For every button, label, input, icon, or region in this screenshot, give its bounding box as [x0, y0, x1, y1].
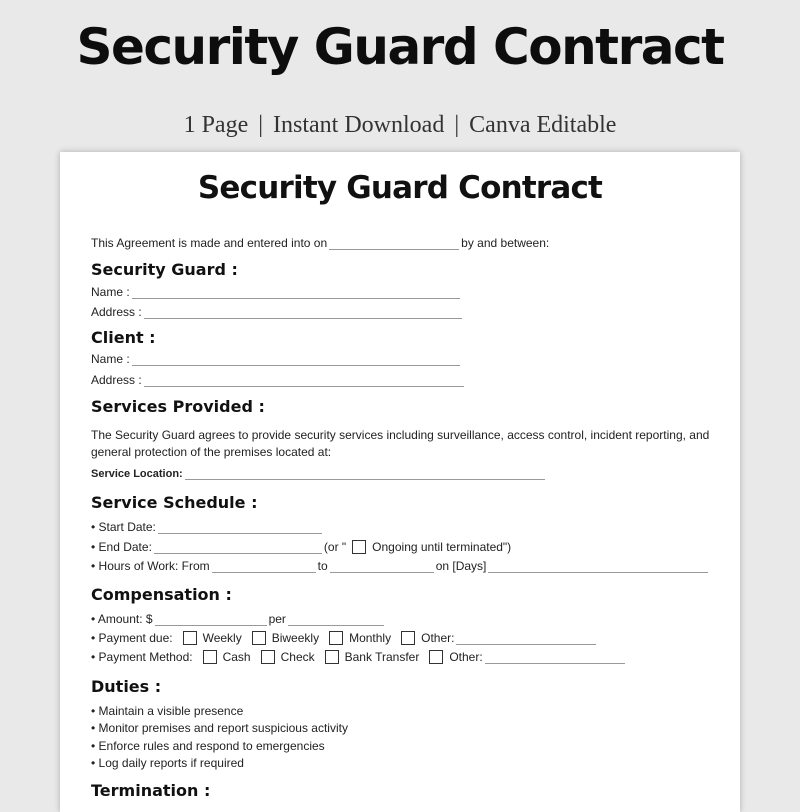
intro-suffix: by and between: [461, 236, 550, 250]
check-label: Check [280, 650, 315, 664]
guard-heading: Security Guard : [91, 260, 238, 279]
service-location-label: Service Location: [91, 468, 183, 480]
schedule-heading: Service Schedule : [91, 493, 258, 512]
payment-due-row [91, 631, 598, 645]
hours-to: to [317, 559, 328, 573]
duty-item: • Enforce rules and respond to emergencies [91, 739, 325, 753]
method-other-checkbox[interactable] [429, 650, 443, 664]
payment-method-label: • Payment Method: [91, 650, 193, 664]
termination-heading: Termination : [91, 781, 211, 800]
bank-transfer-checkbox[interactable] [325, 650, 339, 664]
amount-per: per [268, 612, 286, 626]
monthly-checkbox[interactable] [329, 631, 343, 645]
duties-heading: Duties : [91, 677, 162, 696]
hours-label: • Hours of Work: From [91, 559, 210, 573]
intro-line [91, 236, 549, 250]
bank-transfer-label: Bank Transfer [344, 650, 420, 664]
guard-address-label: Address : [91, 305, 142, 319]
weekly-checkbox[interactable] [183, 631, 197, 645]
compensation-heading: Compensation : [91, 585, 232, 604]
end-date-field[interactable] [154, 541, 322, 554]
cash-label: Cash [222, 650, 251, 664]
cash-checkbox[interactable] [203, 650, 217, 664]
due-other-field[interactable] [456, 632, 596, 645]
guard-name-label: Name : [91, 285, 130, 299]
payment-method-row [91, 650, 627, 664]
guard-address-row [91, 305, 464, 319]
start-date-field[interactable] [158, 521, 322, 534]
guard-name-field[interactable] [132, 286, 460, 299]
duty-item: • Log daily reports if required [91, 756, 244, 770]
subtitle-separator: | [258, 112, 264, 138]
duty-item: • Maintain a visible presence [91, 704, 244, 718]
hours-on: on [Days] [435, 559, 487, 573]
ongoing-label: Ongoing until terminated") [372, 540, 512, 554]
client-name-label: Name : [91, 352, 130, 366]
document-title: Security Guard Contract [197, 170, 603, 206]
ongoing-checkbox[interactable] [352, 540, 366, 554]
intro-prefix: This Agreement is made and entered into on [91, 236, 328, 250]
page-title: Security Guard Contract [76, 18, 724, 76]
subtitle-canva: Canva Editable [469, 112, 617, 138]
biweekly-checkbox[interactable] [252, 631, 266, 645]
method-other-field[interactable] [485, 651, 625, 664]
due-other-checkbox[interactable] [401, 631, 415, 645]
hours-row [91, 559, 710, 573]
contract-sheet [60, 152, 740, 812]
guard-name-row [91, 285, 462, 299]
monthly-label: Monthly [349, 631, 392, 645]
amount-label: • Amount: $ [91, 612, 153, 626]
client-name-field[interactable] [132, 353, 460, 366]
check-checkbox[interactable] [261, 650, 275, 664]
subtitle-pages: 1 Page [183, 112, 249, 138]
services-heading: Services Provided : [91, 397, 265, 416]
client-heading: Client : [91, 328, 156, 347]
service-location-field[interactable] [185, 467, 545, 480]
amount-row [91, 612, 386, 626]
subtitle-separator: | [454, 112, 460, 138]
hours-days-field[interactable] [488, 560, 708, 573]
hours-from-field[interactable] [212, 560, 316, 573]
client-name-row [91, 352, 462, 366]
hours-to-field[interactable] [330, 560, 434, 573]
end-date-label: • End Date: [91, 540, 152, 554]
biweekly-label: Biweekly [271, 631, 320, 645]
agreement-date-field[interactable] [329, 237, 459, 250]
services-text: The Security Guard agrees to provide security services including surveillance, access control, incident reporting, and general protection of the premises located at: [91, 428, 710, 459]
weekly-label: Weekly [202, 631, 242, 645]
guard-address-field[interactable] [144, 306, 462, 319]
client-address-label: Address : [91, 373, 142, 387]
end-date-or: (or " [323, 540, 347, 554]
start-date-label: • Start Date: [91, 520, 156, 534]
payment-due-label: • Payment due: [91, 631, 173, 645]
client-address-field[interactable] [144, 374, 464, 387]
method-other-label: Other: [449, 650, 483, 664]
duty-item: • Monitor premises and report suspicious activity [91, 721, 348, 735]
end-date-row [91, 540, 511, 554]
subtitle-download: Instant Download [273, 112, 445, 138]
amount-period-field[interactable] [288, 613, 384, 626]
start-date-row [91, 520, 324, 534]
subtitle [0, 112, 800, 139]
service-location-row [91, 467, 547, 480]
due-other-label: Other: [421, 631, 455, 645]
client-address-row [91, 373, 466, 387]
amount-field[interactable] [155, 613, 267, 626]
